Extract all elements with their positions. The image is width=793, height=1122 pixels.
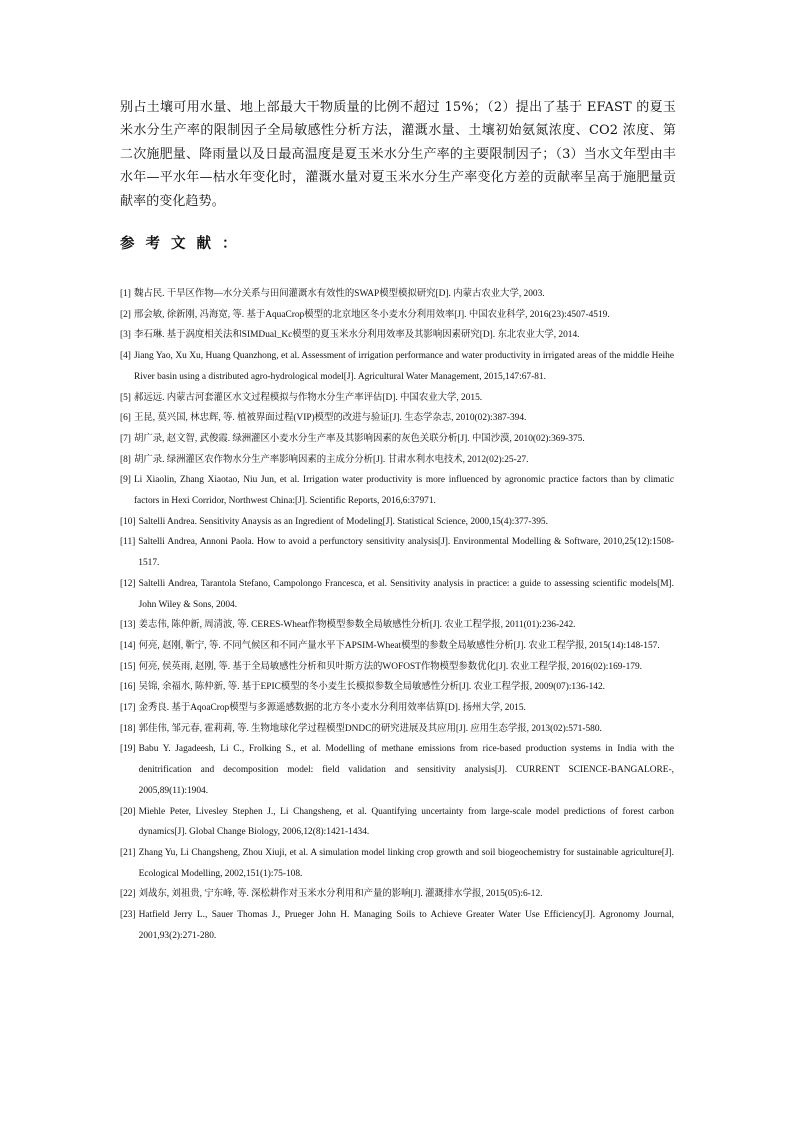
reference-text: 胡广录, 赵文智, 武俊霞. 绿洲灌区小麦水分生产率及其影响因素的灰色关联分析[J]. 中国沙漠, 2010(02):369-375. [133,433,585,444]
reference-number: [14] [120,640,136,651]
reference-item [120,325,674,346]
reference-number: [16] [120,682,136,693]
reference-text: 金秀良. 基于AqoaCrop模型与多源遥感数据的北方冬小麦水分利用效率估算[D]. 扬州大学, 2015. [138,703,526,714]
reference-number: [15] [120,661,136,672]
reference-item [120,698,674,719]
reference-item [120,284,674,305]
reference-text: Saltelli Andrea. Sensitivity Anaysis as an Ingredient of Modeling[J]. Statistical Science, 2000,15(4):377-395. [138,516,548,527]
reference-number: [13] [120,620,136,631]
reference-item [120,657,674,678]
reference-item [120,802,674,843]
reference-item [120,636,674,657]
reference-item [120,884,674,905]
reference-text: 郝远远. 内蒙古河套灌区水文过程模拟与作物水分生产率评估[D]. 中国农业大学, 2015. [133,392,483,403]
reference-number: [8] [120,454,131,465]
reference-number: [6] [120,413,131,424]
reference-item [120,346,674,387]
references-heading: 参考文献： [120,236,248,252]
reference-item [120,739,674,801]
reference-item [120,429,674,450]
reference-text: Saltelli Andrea, Tarantola Stefano, Campolongo Francesca, et al. Sensitivity analysis in practice: a guide to assessing scientific models[M]. John Wiley & Sons, 2004. [138,578,674,610]
reference-item [120,450,674,471]
reference-number: [3] [120,330,131,341]
reference-text: Jiang Yao, Xu Xu, Huang Quanzhong, et al. Assessment of irrigation performance and water productivity in irrigated areas of the middle Heihe River basin using a distributed agro-hydrological model[J]. Agricultural Water Management, 2015,147:67-81. [133,351,674,382]
reference-text: Miehle Peter, Livesley Stephen J., Li Changsheng, et al. Quantifying uncertainty from large‐scale model predictions of forest carbon dynamics[J]. Global Change Biology, 2006,12(8):1421-1434. [138,806,674,838]
reference-text: 刘战东, 刘祖贵, 宁东峰, 等. 深松耕作对玉米水分利用和产量的影响[J]. 灌溉排水学报, 2015(05):6-12. [138,889,543,900]
reference-list [120,284,674,947]
reference-text: 胡广录. 绿洲灌区农作物水分生产率影响因素的主成分分析[J]. 甘肃水利水电技术, 2012(02):25-27. [133,454,529,465]
reference-number: [22] [120,889,136,900]
reference-text: 吴锦, 余福水, 陈仲新, 等. 基于EPIC模型的冬小麦生长模拟参数全局敏感性分析[J]. 农业工程学报, 2009(07):136-142. [138,682,606,693]
reference-number: [5] [120,392,131,403]
conclusion-paragraph [120,96,676,213]
reference-item [120,532,674,573]
reference-text: 何亮, 赵刚, 靳宁, 等. 不同气候区和不同产量水平下APSIM-Wheat模型的参数全局敏感性分析[J]. 农业工程学报, 2015(14):148-157. [138,640,660,651]
reference-item [120,905,674,946]
reference-number: [23] [120,910,136,921]
reference-number: [19] [120,744,136,755]
reference-number: [4] [120,351,131,362]
reference-number: [17] [120,703,136,714]
reference-item [120,677,674,698]
reference-item [120,408,674,429]
reference-number: [1] [120,289,131,299]
reference-text: 王昆, 莫兴国, 林忠辉, 等. 植被界面过程(VIP)模型的改进与验证[J]. 生态学杂志, 2010(02):387-394. [133,413,527,424]
reference-text: Saltelli Andrea, Annoni Paola. How to avoid a perfunctory sensitivity analysis[J]. Environmental Modelling & Software, 2010,25(12):1508-1517. [138,537,674,569]
reference-number: [10] [120,516,136,527]
reference-item [120,574,674,615]
reference-item [120,843,674,884]
reference-number: [21] [120,847,136,858]
reference-item [120,388,674,409]
reference-text: Babu Y. Jagadeesh, Li C., Frolking S., et al. Modelling of methane emissions from rice-based production systems in India with the denitrification and decomposition model: field validation and sensitivity analysis[J]. CURRENT SCIENCE-BANGALORE-, 2005,89(11):1904. [138,744,674,796]
reference-number: [12] [120,578,136,589]
reference-text: Zhang Yu, Li Changsheng, Zhou Xiuji, et al. A simulation model linking crop growth and soil biogeochemistry for sustainable agriculture[J]. Ecological Modelling, 2002,151(1):75-108. [138,847,674,879]
reference-text: 郭佳伟, 邹元春, 霍莉莉, 等. 生物地球化学过程模型DNDC的研究进展及其应用[J]. 应用生态学报, 2013(02):571-580. [138,723,602,734]
reference-item [120,512,674,533]
reference-number: [20] [120,806,136,817]
reference-item [120,719,674,740]
reference-text: 邢会敏, 徐新刚, 冯海宽, 等. 基于AquaCrop模型的北京地区冬小麦水分利用效率[J]. 中国农业科学, 2016(23):4507-4519. [133,309,610,320]
reference-item [120,305,674,326]
reference-text: Hatfield Jerry L., Sauer Thomas J., Prueger John H. Managing Soils to Achieve Greater Water Use Efficiency[J]. Agronomy Journal, 2001,93(2):271-280. [138,910,674,941]
reference-text: 姜志伟, 陈仲新, 周清波, 等. CERES-Wheat作物模型参数全局敏感性分析[J]. 农业工程学报, 2011(01):236-242. [138,620,576,631]
reference-text: 魏占民. 干旱区作物—水分关系与田间灌溉水有效性的SWAP模型模拟研究[D]. 内蒙古农业大学, 2003. [133,289,545,299]
reference-text: Li Xiaolin, Zhang Xiaotao, Niu Jun, et al. Irrigation water productivity is more influenced by agronomic practice factors than by climatic factors in Hexi Corridor, Northwest China:[J]. Scientific Reports, 2016,6:37971. [133,475,674,507]
reference-number: [9] [120,475,131,486]
reference-number: [18] [120,723,136,734]
reference-text: 何亮, 侯英雨, 赵刚, 等. 基于全局敏感性分析和贝叶斯方法的WOFOST作物模型参数优化[J]. 农业工程学报, 2016(02):169-179. [138,661,643,672]
reference-number: [7] [120,433,131,444]
reference-item [120,470,674,511]
reference-item [120,615,674,636]
reference-number: [11] [120,537,136,548]
reference-number: [2] [120,309,131,320]
reference-text: 李石琳. 基于涡度相关法和SIMDual_Kc模型的夏玉米水分利用效率及其影响因素研究[D]. 东北农业大学, 2014. [133,330,580,341]
conclusion-text: 别占土壤可用水量、地上部最大干物质量的比例不超过 15%；（2）提出了基于 EFAST 的夏玉米水分生产率的限制因子全局敏感性分析方法，灌溉水量、土壤初始氨氮浓度、CO2 浓度、第二次施肥量、降雨量以及日最高温度是夏玉米水分生产率的主要限制因子；（3）当水文年型由丰水年—平水年—枯水年变化时，灌溉水量对夏玉米水分生产率变化方差的贡献率呈高于施肥量贡献率的变化趋势。 [120,100,676,209]
